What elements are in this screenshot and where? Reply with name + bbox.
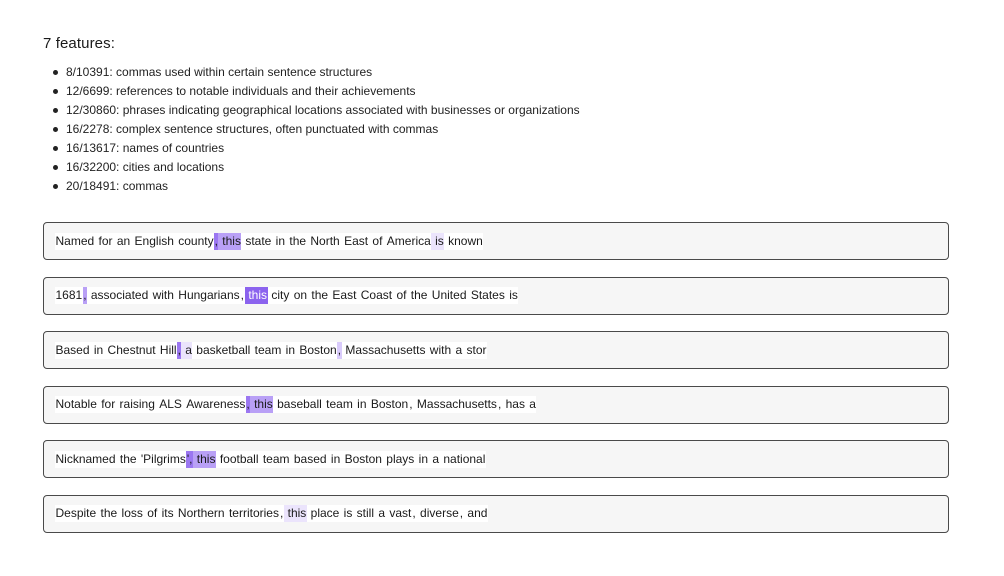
token: national xyxy=(440,451,486,466)
token: , xyxy=(412,506,416,520)
token: America xyxy=(383,233,431,248)
token: and xyxy=(464,506,488,520)
token: of xyxy=(393,288,407,302)
token: team xyxy=(251,342,282,357)
example-box xyxy=(43,495,949,533)
example-box xyxy=(43,331,949,369)
token: Northern xyxy=(174,506,225,520)
token: Despite xyxy=(55,506,97,520)
token: of xyxy=(369,233,383,248)
token: city xyxy=(268,288,290,302)
token: baseball xyxy=(273,397,322,411)
feature-item: 12/6699: references to notable individuals and their achievements xyxy=(66,82,580,101)
token: has xyxy=(502,397,525,411)
token: East xyxy=(340,233,369,248)
token: Based xyxy=(55,342,90,357)
token: ', xyxy=(186,451,193,466)
token: loss xyxy=(118,506,143,520)
token: vast xyxy=(386,506,412,520)
token: ALS xyxy=(155,397,182,411)
token: the xyxy=(286,233,307,248)
token: United xyxy=(428,288,467,302)
token: the xyxy=(407,288,428,302)
example-box xyxy=(43,440,949,478)
token: in xyxy=(90,342,104,357)
feature-item: 16/2278: complex sentence structures, often punctuated with commas xyxy=(66,120,580,139)
token: an xyxy=(113,233,131,248)
token: , xyxy=(214,233,218,248)
example-box xyxy=(43,386,949,424)
token: this xyxy=(218,233,241,248)
token: Boston xyxy=(341,451,382,466)
token: based xyxy=(290,451,327,466)
token: Massachusetts xyxy=(342,342,426,357)
token: team xyxy=(322,397,353,411)
token: still xyxy=(353,506,375,520)
token: in xyxy=(415,451,428,466)
token: plays xyxy=(382,451,415,466)
token: Awareness xyxy=(182,397,246,411)
token: stor xyxy=(463,342,487,357)
token: Massachusetts xyxy=(413,397,497,411)
token: state xyxy=(241,233,272,248)
token: the xyxy=(308,288,329,302)
token: is xyxy=(505,288,518,302)
feature-item: 16/13617: names of countries xyxy=(66,139,580,158)
feature-item: 20/18491: commas xyxy=(66,177,580,196)
token: , xyxy=(177,342,181,357)
token: for xyxy=(97,397,116,411)
token: , xyxy=(246,397,250,411)
token: a xyxy=(375,506,386,520)
example-box xyxy=(43,277,949,315)
token: , xyxy=(409,397,413,411)
token: North xyxy=(307,233,340,248)
token: basketball xyxy=(192,342,251,357)
token: with xyxy=(426,342,452,357)
token: Notable xyxy=(55,397,97,411)
example-list xyxy=(43,222,949,549)
token: a xyxy=(452,342,463,357)
token: a xyxy=(181,342,192,357)
token: a xyxy=(429,451,440,466)
token: of xyxy=(143,506,158,520)
feature-item: 12/30860: phrases indicating geographical locations associated with businesses or organizations xyxy=(66,101,580,120)
token: is xyxy=(340,506,353,520)
token: territories xyxy=(225,506,279,520)
token: this xyxy=(245,288,268,302)
token: 1681 xyxy=(55,288,83,302)
token: county xyxy=(174,233,214,248)
token: Nicknamed xyxy=(55,451,116,466)
token: 'Pilgrims xyxy=(137,451,186,466)
token: the xyxy=(116,451,137,466)
token: team xyxy=(259,451,290,466)
token: is xyxy=(431,233,444,248)
token: in xyxy=(282,342,296,357)
token: the xyxy=(97,506,118,520)
token: this xyxy=(250,397,273,411)
token: a xyxy=(525,397,536,411)
token: known xyxy=(444,233,483,248)
token: , xyxy=(337,342,342,357)
token: Hungarians xyxy=(174,288,240,302)
token: in xyxy=(353,397,367,411)
page-title: 7 features: xyxy=(43,35,115,52)
feature-list xyxy=(43,63,580,196)
token: in xyxy=(327,451,341,466)
token: for xyxy=(95,233,113,248)
token: this xyxy=(284,506,307,520)
token: on xyxy=(290,288,308,302)
token: this xyxy=(193,451,216,466)
token: , xyxy=(240,288,244,302)
token: Boston xyxy=(367,397,409,411)
token: Named xyxy=(55,233,95,248)
token: place xyxy=(307,506,340,520)
token: , xyxy=(459,506,464,520)
token: football xyxy=(216,451,259,466)
token: its xyxy=(158,506,174,520)
token: , xyxy=(279,506,284,520)
token: Hill xyxy=(156,342,177,357)
token: raising xyxy=(116,397,155,411)
token: Chestnut xyxy=(104,342,156,357)
feature-item: 16/32200: cities and locations xyxy=(66,158,580,177)
token: English xyxy=(131,233,174,248)
token: East xyxy=(329,288,357,302)
example-box xyxy=(43,222,949,260)
token: with xyxy=(149,288,174,302)
token: , xyxy=(497,397,502,411)
token: associated xyxy=(87,288,149,302)
token: in xyxy=(272,233,286,248)
feature-item: 8/10391: commas used within certain sentence structures xyxy=(66,63,580,82)
token: States xyxy=(467,288,505,302)
token: diverse xyxy=(416,506,459,520)
token: , xyxy=(83,288,87,302)
token: Coast xyxy=(357,288,393,302)
token: Boston xyxy=(296,342,337,357)
